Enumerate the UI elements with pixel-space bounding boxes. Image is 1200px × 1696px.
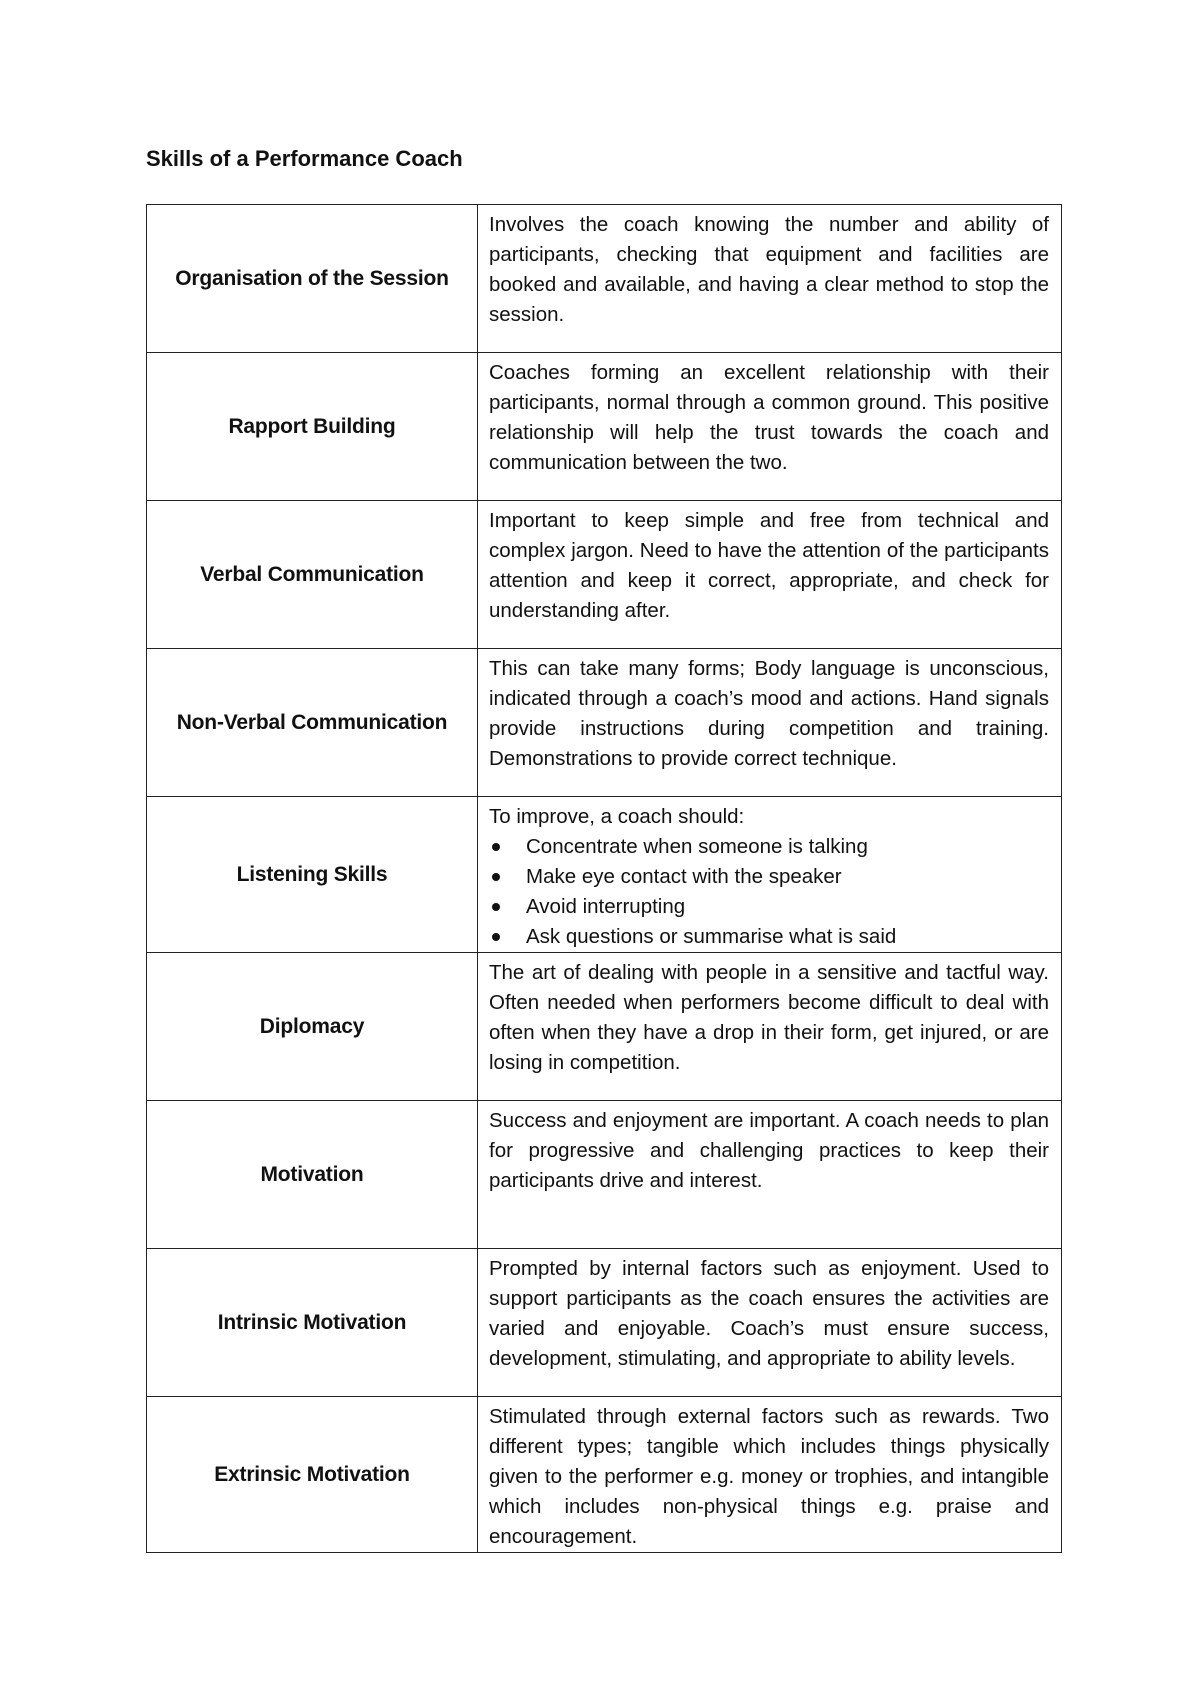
list-item-text: Make eye contact with the speaker [526,865,842,888]
skill-description-cell [478,205,1062,353]
bullet-icon [492,933,500,941]
table-row [147,1397,1062,1553]
skills-table [146,204,1062,1553]
skill-description: This can take many forms; Body language is unconscious, indicated through a coach’s mood and actions. Hand signals provide instructions during competition and training. Demonstrations to provide correct technique. [489,657,1049,770]
skill-name-cell: Extrinsic Motivation [147,1397,478,1553]
bullet-icon [492,843,500,851]
table-row [147,1101,1062,1249]
skill-description: Stimulated through external factors such as rewards. Two different types; tangible which includes things physically given to the performer e.g. money or trophies, and intangible which includes non-physical things e.g. praise and encouragement. [489,1405,1049,1548]
list-item [489,922,1049,952]
skill-description: The art of dealing with people in a sensitive and tactful way. Often needed when performers become difficult to deal with often when they have a drop in their form, get injured, or are losing in competition. [489,961,1049,1074]
skill-description-cell [478,1397,1062,1553]
table-row [147,353,1062,501]
skill-description-cell [478,649,1062,797]
skill-description-cell [478,1101,1062,1249]
skill-description: Important to keep simple and free from technical and complex jargon. Need to have the attention of the participants attention and keep it correct, appropriate, and check for understanding after. [489,509,1049,622]
table-row [147,1249,1062,1397]
list-item-text: Concentrate when someone is talking [526,835,868,858]
skill-description: Success and enjoyment are important. A coach needs to plan for progressive and challenging practices to keep their participants drive and interest. [489,1109,1049,1192]
list-item [489,832,1049,862]
table-row [147,649,1062,797]
table-row [147,953,1062,1101]
skill-description: Prompted by internal factors such as enjoyment. Used to support participants as the coach ensures the activities are varied and enjoyable. Coach’s must ensure success, development, stimulating, and appropriate to ability levels. [489,1257,1049,1370]
skill-name-cell: Verbal Communication [147,501,478,649]
list-item [489,862,1049,892]
skill-name-cell: Intrinsic Motivation [147,1249,478,1397]
skill-name-cell: Motivation [147,1101,478,1249]
table-row [147,501,1062,649]
skill-name-cell: Organisation of the Session [147,205,478,353]
skill-description: Involves the coach knowing the number and ability of participants, checking that equipment and facilities are booked and available, and having a clear method to stop the session. [489,213,1049,326]
page-title: Skills of a Performance Coach [146,146,463,171]
bullet-icon [492,873,500,881]
table-row [147,797,1062,953]
skill-description-cell [478,1249,1062,1397]
bullet-icon [492,903,500,911]
skill-description-cell [478,797,1062,953]
listening-intro: To improve, a coach should: [489,805,745,828]
skill-description: Coaches forming an excellent relationship with their participants, normal through a common ground. This positive relationship will help the trust towards the coach and communication between the two. [489,361,1049,474]
skill-description-cell [478,953,1062,1101]
list-item-text: Avoid interrupting [526,895,686,918]
skill-description-cell [478,353,1062,501]
listening-bullet-list [489,832,1049,952]
skill-name-cell: Non-Verbal Communication [147,649,478,797]
list-item [489,892,1049,922]
list-item-text: Ask questions or summarise what is said [526,925,897,948]
skill-name-cell: Rapport Building [147,353,478,501]
skill-name-cell: Listening Skills [147,797,478,953]
skill-name-cell: Diplomacy [147,953,478,1101]
table-row [147,205,1062,353]
skill-description-cell [478,501,1062,649]
